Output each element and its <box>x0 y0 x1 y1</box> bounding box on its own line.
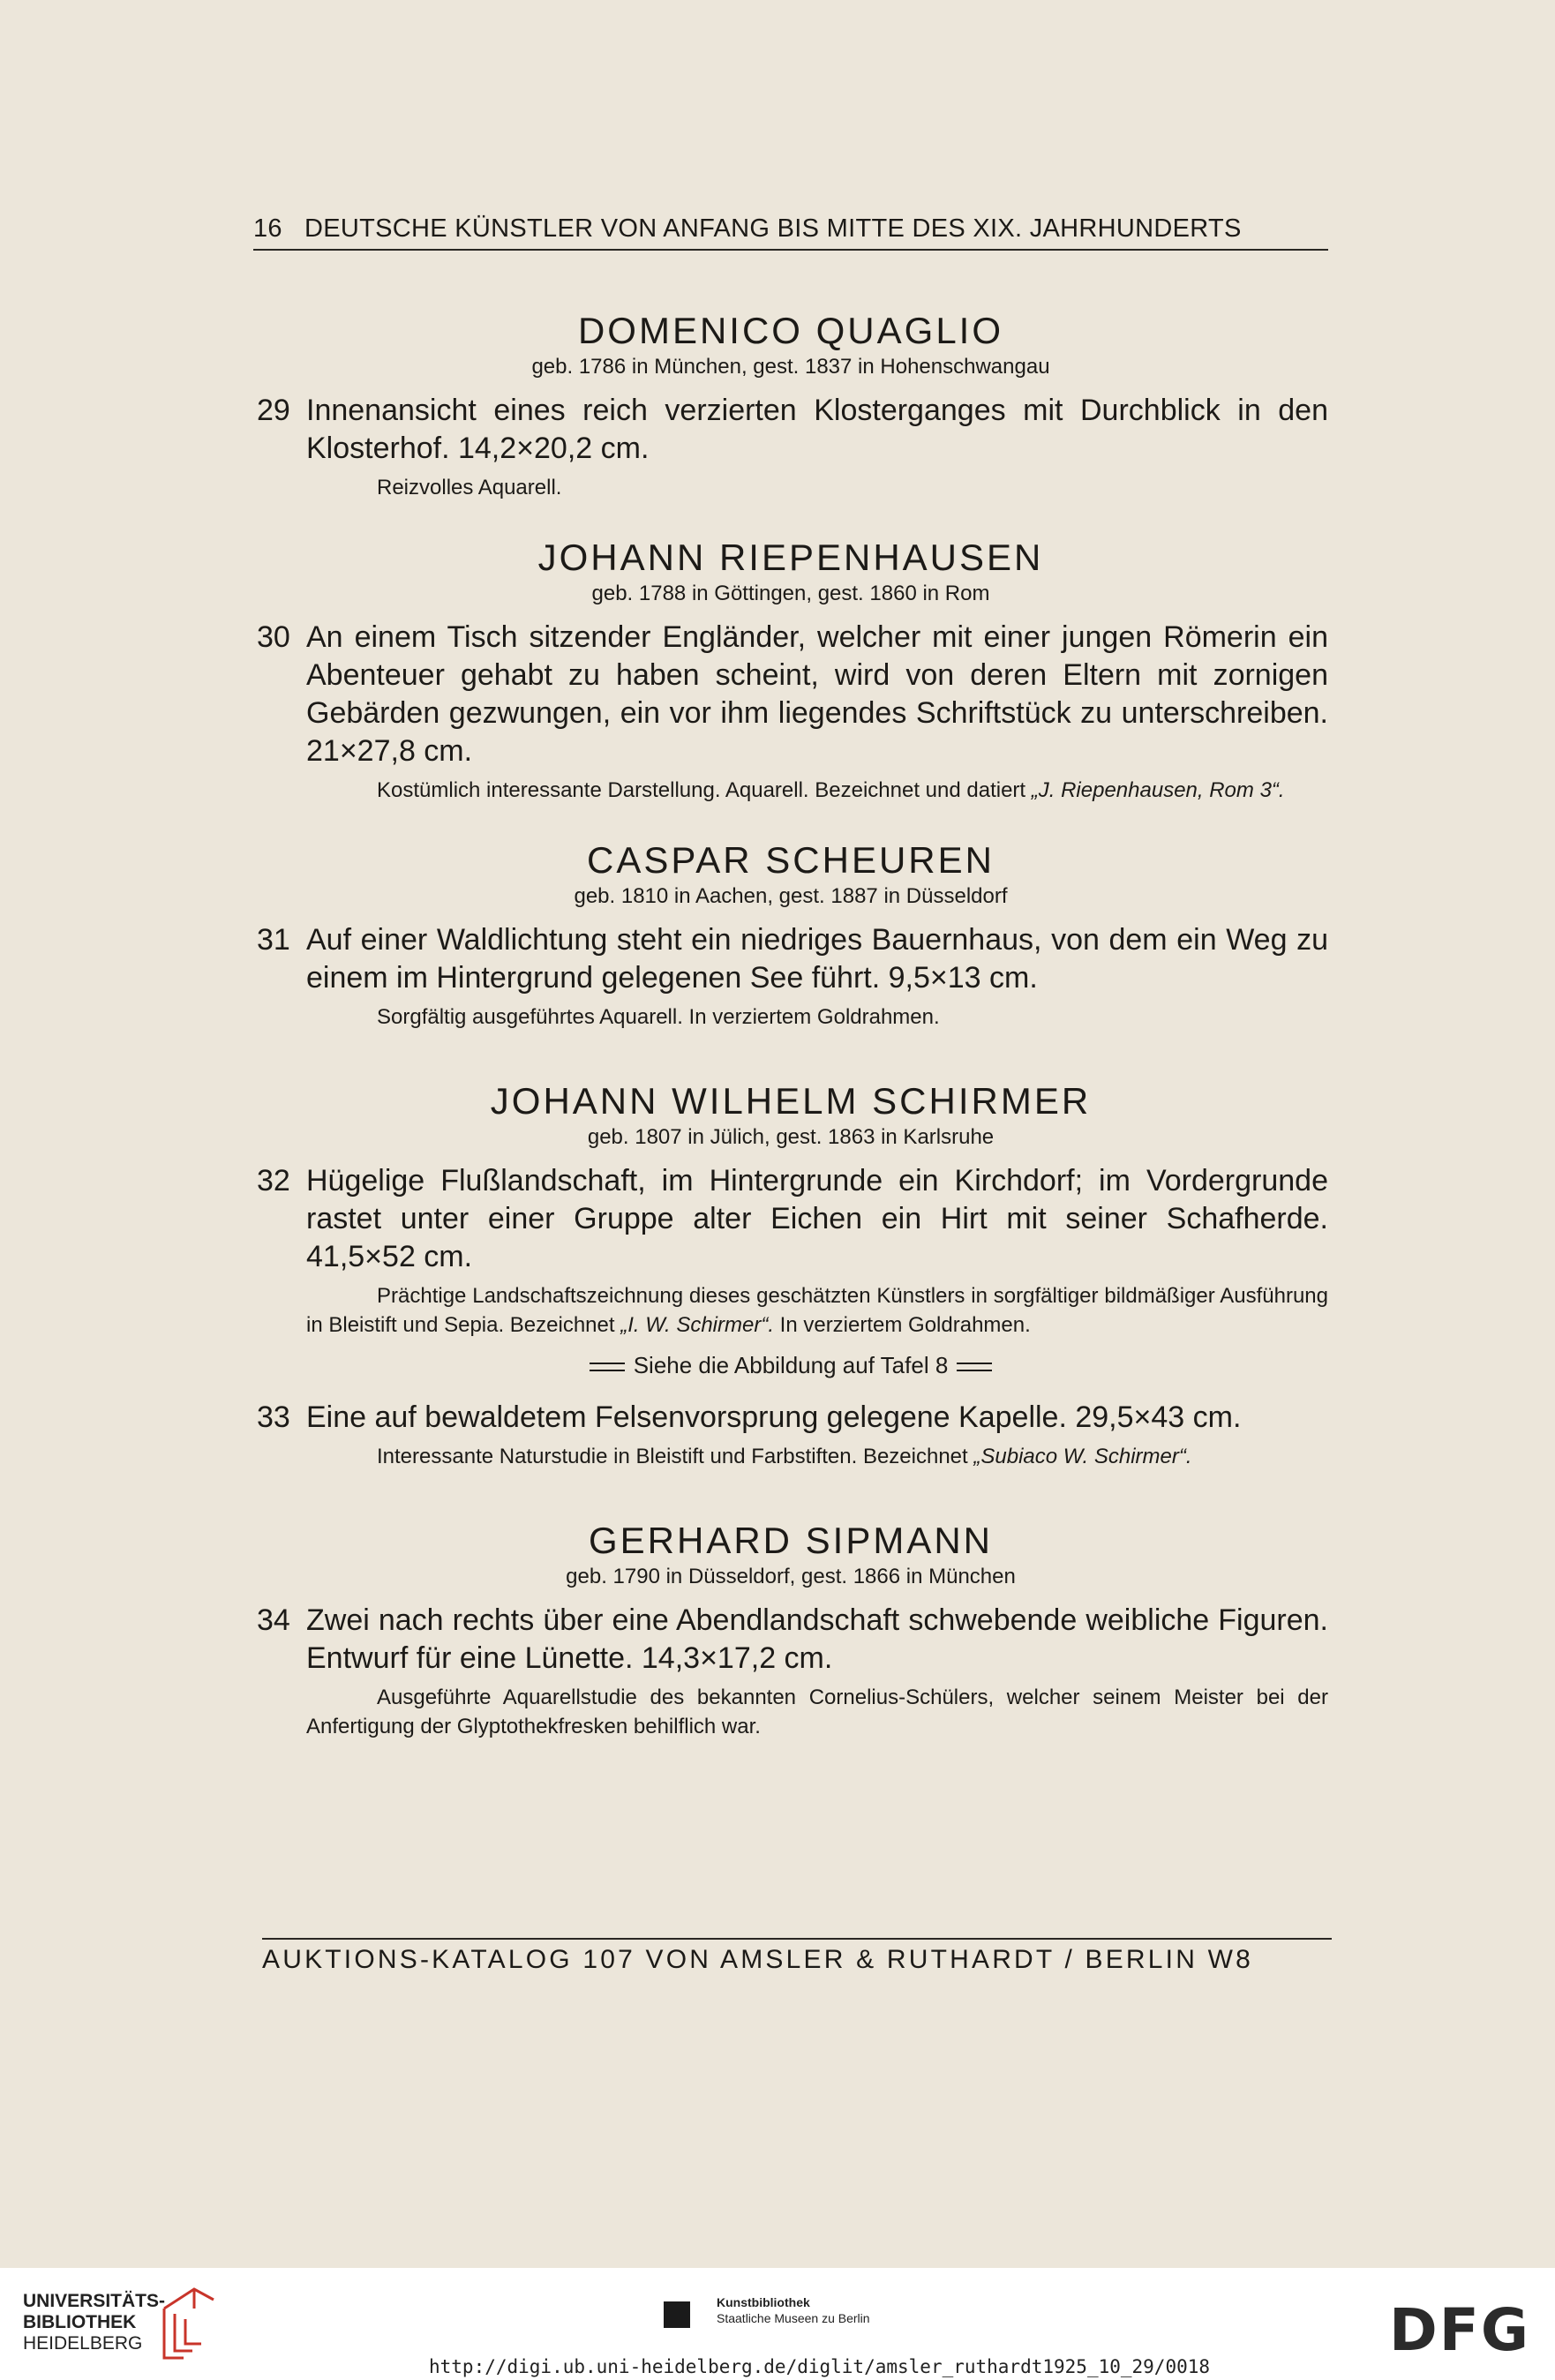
university-library-logo[interactable] <box>23 2291 165 2354</box>
artist-life-dates: geb. 1786 in München, gest. 1837 in Hohenschwangau <box>531 355 1050 379</box>
lot-note <box>306 1281 1328 1340</box>
catalog-footer: AUKTIONS-KATALOG 107 VON AMSLER & RUTHARDT / BERLIN W8 <box>262 1938 1332 1975</box>
catalog-entry <box>253 1602 1328 1678</box>
kb-line-1: Kunstbibliothek <box>717 2295 810 2309</box>
double-rule-left <box>590 1363 625 1371</box>
artist-name: JOHANN RIEPENHAUSEN <box>537 537 1044 578</box>
lot-note <box>306 776 1328 805</box>
artist-life-dates: geb. 1807 in Jülich, gest. 1863 in Karlsruhe <box>587 1125 995 1149</box>
lot-description: Zwei nach rechts über eine Abendlandschaft schwebende weibliche Figuren. Entwurf für eine Lünette. 14,3×17,2 cm. <box>306 1603 1328 1675</box>
ub-line-3: HEIDELBERG <box>23 2333 143 2354</box>
artist-life-dates: geb. 1790 in Düsseldorf, gest. 1866 in München <box>566 1565 1016 1588</box>
lot-number: 31 <box>257 923 290 957</box>
lot-note <box>306 1442 1328 1471</box>
catalog-entry <box>253 619 1328 770</box>
permalink-url[interactable]: http://digi.ub.uni-heidelberg.de/diglit/amsler_ruthardt1925_10_29/0018 <box>429 2356 1211 2377</box>
kunstbibliothek-logo[interactable] <box>664 2294 870 2326</box>
running-header <box>253 214 1328 251</box>
double-rule-right <box>957 1363 992 1371</box>
artist-name: CASPAR SCHEUREN <box>587 839 995 881</box>
lot-description: An einem Tisch sitzender Engländer, welcher mit einer jungen Römerin ein Abenteuer gehabt zu haben scheint, wird von deren Eltern mit zornigen Gebärden gezwungen, ein vor ihm liegendes Schriftstück zu unterschreiben. 21×27,8 cm. <box>306 620 1328 768</box>
ub-line-1: UNIVERSITÄTS- <box>23 2291 166 2311</box>
lot-note-text: Prächtige Landschaftszeichnung dieses geschätzten Künstlers in sorgfältiger bildmäßiger Ausführung in Bleistift und Sepia. Bezeichnet <box>306 1284 1328 1337</box>
catalog-content <box>253 309 1328 1741</box>
artist-name: JOHANN WILHELM SCHIRMER <box>490 1080 1092 1122</box>
running-title: DEUTSCHE KÜNSTLER VON ANFANG BIS MITTE DES XIX. JAHRHUNDERTS <box>304 214 1242 243</box>
ub-mark-icon <box>157 2282 219 2363</box>
kunstbibliothek-square-icon <box>664 2301 690 2328</box>
lot-note: Sorgfältig ausgeführtes Aquarell. In verziertem Goldrahmen. <box>377 1005 940 1029</box>
plate-reference-text: Siehe die Abbildung auf Tafel 8 <box>633 1352 949 1378</box>
lot-note: Reizvolles Aquarell. <box>377 476 562 499</box>
lot-signature: „Subiaco W. Schirmer“. <box>973 1445 1192 1468</box>
lot-note-text: Interessante Naturstudie in Bleistift und Farbstiften. Bezeichnet <box>377 1445 968 1468</box>
lot-signature: „J. Riepenhausen, Rom 3“. <box>1031 778 1285 802</box>
catalog-entry <box>253 921 1328 997</box>
lot-note-frame: In verziertem Goldrahmen. <box>779 1313 1031 1337</box>
plate-reference <box>253 1352 1328 1379</box>
lot-description: Hügelige Flußlandschaft, im Hintergrunde ein Kirchdorf; im Vordergrunde rastet unter einer Gruppe alter Eichen ein Hirt mit seiner Schafherde. 41,5×52 cm. <box>306 1164 1328 1273</box>
catalog-entry <box>253 1399 1328 1437</box>
artist-life-dates: geb. 1788 in Göttingen, gest. 1860 in Rom <box>591 582 990 605</box>
lot-description: Eine auf bewaldetem Felsenvorsprung gelegene Kapelle. 29,5×43 cm. <box>306 1400 1242 1434</box>
lot-number: 30 <box>257 620 290 654</box>
lot-number: 34 <box>257 1603 290 1637</box>
lot-note: Ausgeführte Aquarellstudie des bekannten Cornelius-Schülers, welcher seinem Meister bei der Anfertigung der Glyptothekfresken behilflich war. <box>306 1686 1328 1738</box>
lot-description: Auf einer Waldlichtung steht ein niedriges Bauernhaus, von dem ein Weg zu einem im Hintergrund gelegenen See führt. 9,5×13 cm. <box>306 923 1328 995</box>
dfg-logo[interactable]: DFG <box>1389 2296 1531 2364</box>
lot-signature: „I. W. Schirmer“. <box>620 1313 774 1337</box>
lot-number: 32 <box>257 1164 290 1198</box>
ub-line-2: BIBLIOTHEK <box>23 2312 137 2332</box>
artist-name: DOMENICO QUAGLIO <box>577 310 1004 351</box>
catalog-entry <box>253 1162 1328 1276</box>
artist-life-dates: geb. 1810 in Aachen, gest. 1887 in Düsseldorf <box>574 884 1008 908</box>
catalog-entry <box>253 392 1328 468</box>
lot-description: Innenansicht eines reich verzierten Klosterganges mit Durchblick in den Klosterhof. 14,2×20,2 cm. <box>306 394 1328 465</box>
lot-number: 29 <box>257 394 290 427</box>
lot-number: 33 <box>257 1400 290 1434</box>
page-number: 16 <box>253 214 282 243</box>
kb-line-2: Staatliche Museen zu Berlin <box>717 2311 870 2325</box>
artist-name: GERHARD SIPMANN <box>588 1520 994 1561</box>
lot-note-text: Kostümlich interessante Darstellung. Aquarell. Bezeichnet und datiert <box>377 778 1026 802</box>
